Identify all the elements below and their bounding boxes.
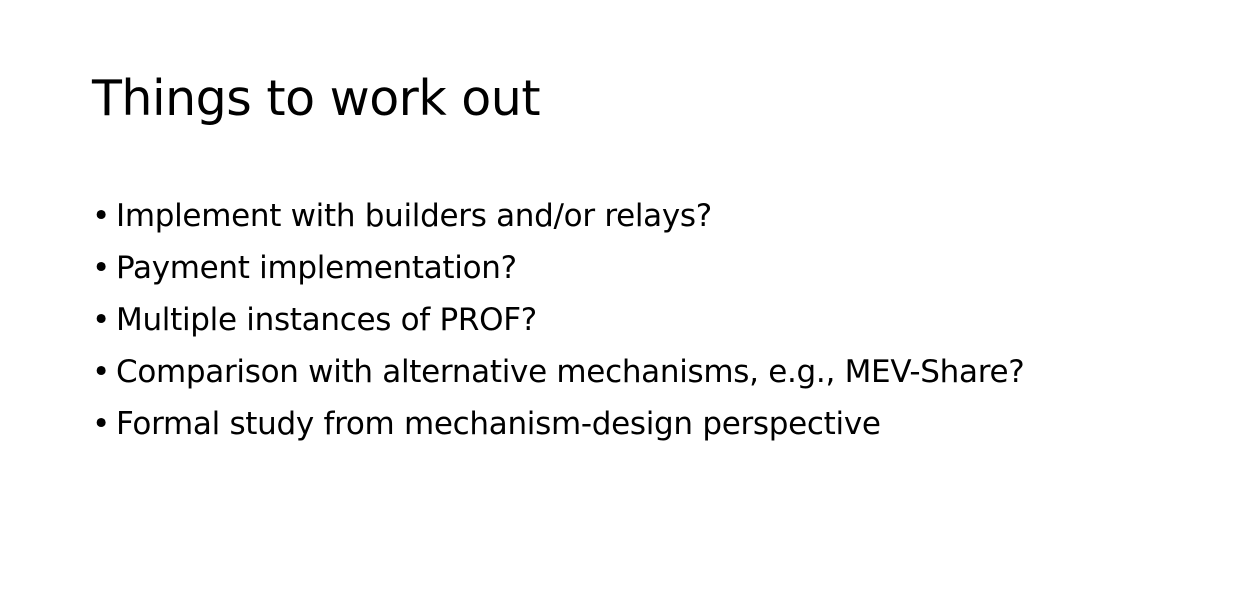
slide-title: Things to work out xyxy=(92,70,541,127)
list-item xyxy=(92,346,1024,398)
bullet-point-icon: • xyxy=(92,198,110,234)
bullet-text: Comparison with alternative mechanisms, e.g., MEV-Share? xyxy=(116,354,1025,390)
bullet-text: Formal study from mechanism-design perspective xyxy=(116,406,881,442)
bullet-text: Payment implementation? xyxy=(116,250,517,286)
list-item xyxy=(92,294,1024,346)
list-item xyxy=(92,398,1024,450)
list-item xyxy=(92,242,1024,294)
list-item xyxy=(92,190,1024,242)
bullet-point-icon: • xyxy=(92,406,110,442)
bullet-point-icon: • xyxy=(92,250,110,286)
bullet-list xyxy=(92,190,1024,450)
bullet-point-icon: • xyxy=(92,302,110,338)
bullet-point-icon: • xyxy=(92,354,110,390)
bullet-text: Implement with builders and/or relays? xyxy=(116,198,712,234)
bullet-text: Multiple instances of PROF? xyxy=(116,302,537,338)
